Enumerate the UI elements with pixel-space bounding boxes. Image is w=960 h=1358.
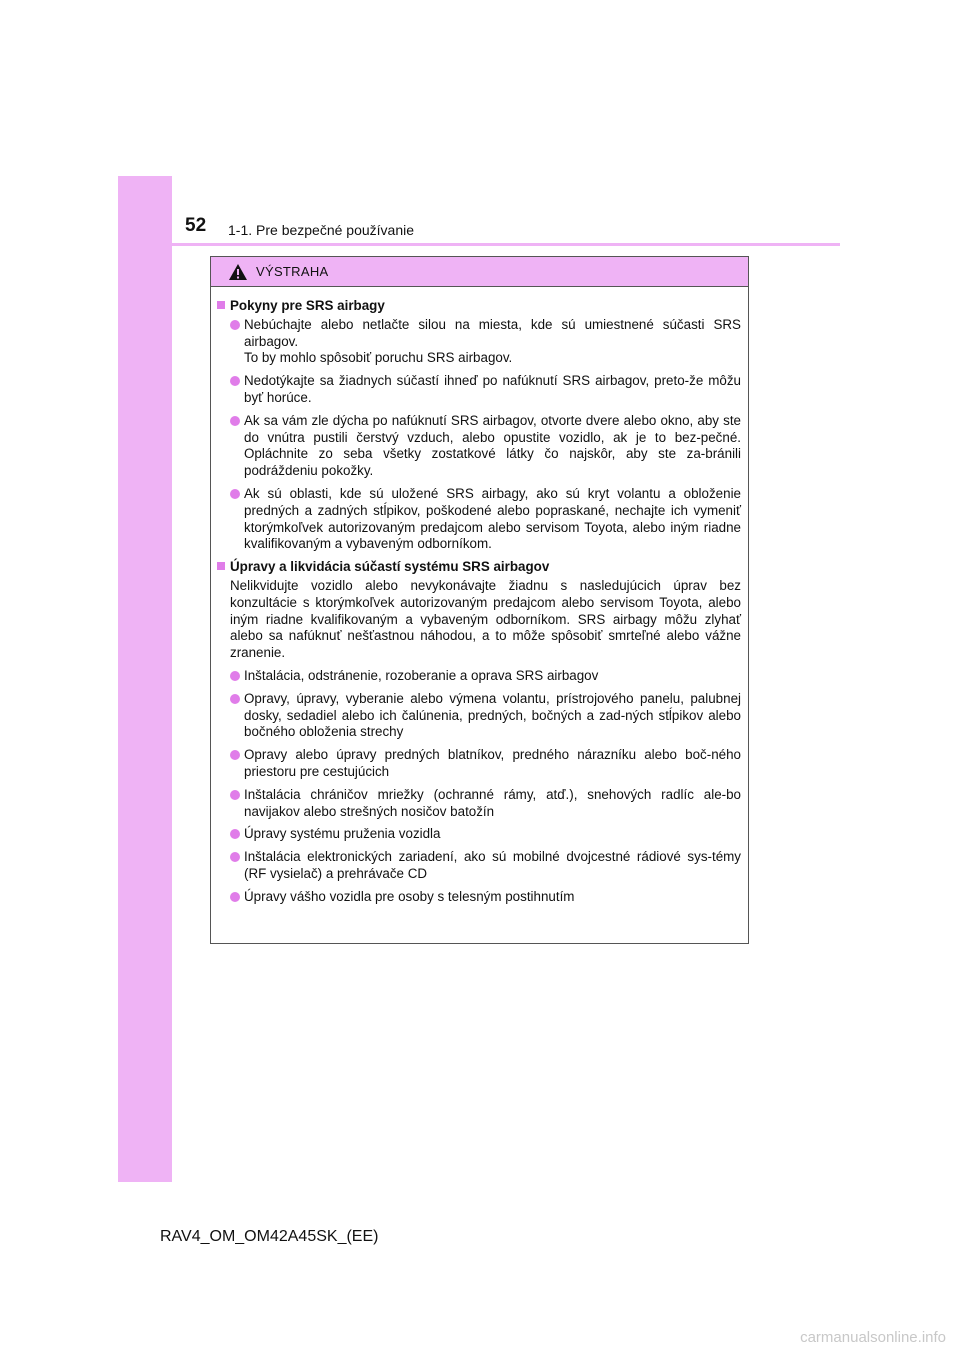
list-item-text: Nebúchajte alebo netlačte silou na miesta, kde sú umiestnené súčasti SRS airbagov. xyxy=(244,316,741,349)
circle-bullet-icon xyxy=(230,694,240,704)
list-item-text: Ak sa vám zle dýcha po nafúknutí SRS airbagov, otvorte dvere alebo okno, aby ste do vnútra pustili čerstvý vzduch, alebo opustite vozidlo, ak je to bez-pečné. Opláchnite zo seba všetky zostatkové látky čo najskôr, aby ste za-bránili podráždeniu pokožky. xyxy=(244,412,741,479)
list-item-text: Inštalácia elektronických zariadení, ako sú mobilné dvojcestné rádiové sys-témy (RF vysielač) a prehrávače CD xyxy=(244,849,741,881)
document-code: RAV4_OM_OM42A45SK_(EE) xyxy=(160,1228,379,1245)
list-item-text: Opravy alebo úpravy predných blatníkov, predného nárazníku alebo boč-ného priestoru pre cestujúcich xyxy=(244,747,741,779)
list-item xyxy=(217,787,741,821)
warning-title: VÝSTRAHA xyxy=(256,264,329,279)
list-item xyxy=(217,889,741,906)
page-number: 52 xyxy=(185,215,207,236)
list-item-text: Úpravy vášho vozidla pre osoby s telesným postihnutím xyxy=(244,888,575,904)
circle-bullet-icon xyxy=(230,790,240,800)
section-heading-text: Pokyny pre SRS airbagy xyxy=(230,298,385,313)
circle-bullet-icon xyxy=(230,852,240,862)
circle-bullet-icon xyxy=(230,416,240,426)
list-item-text: Ak sú oblasti, kde sú uložené SRS airbagy, ako sú kryt volantu a obloženie predných a zadných stĺpikov, poškodené alebo popraskané, nechajte ich vymeniť ktorýmkoľvek autorizovaným predajcom alebo servisom Toyota, alebo iným riadne kvalifikovaným a vybaveným odborníkom. xyxy=(244,485,741,552)
list-item xyxy=(217,373,741,407)
list-item xyxy=(217,413,741,480)
list-item-text: Opravy, úpravy, vyberanie alebo výmena volantu, prístrojového panelu, palubnej dosky, sedadiel alebo ich čalúnenia, predných, bočných a zad-ných stĺpikov alebo bočného obloženia strechy xyxy=(244,690,741,740)
list-item-text: Inštalácia, odstránenie, rozoberanie a oprava SRS airbagov xyxy=(244,667,599,683)
list-item xyxy=(217,849,741,883)
section-srs-instructions xyxy=(217,298,741,553)
list-item-text: Nedotýkajte sa žiadnych súčastí ihneď po nafúknutí SRS airbagov, preto-že môžu byť horúce. xyxy=(244,373,741,405)
list-item-note: To by mohlo spôsobiť poruchu SRS airbagov. xyxy=(244,350,513,366)
section-intro: Nelikvidujte vozidlo alebo nevykonávajte žiadnu s nasledujúcich úprav bez konzultácie s ktorýmkoľvek autorizovaným predajcom alebo servisom Toyota, alebo iným riadne kvalifikovaným a vybaveným odborníkom. SRS airbagy môžu zlyhať alebo sa nafúknuť nešťastnou náhodou, a to môže spôsobiť smrteľné alebo vážne zranenie. xyxy=(230,577,741,661)
list-item-text: Inštalácia chráničov mriežky (ochranné rámy, atď.), snehových radlíc ale-bo navijakov alebo strešných nosičov batožín xyxy=(244,786,741,819)
side-color-band xyxy=(118,176,172,1182)
section-heading xyxy=(217,298,741,315)
list-item xyxy=(217,486,741,553)
warning-header xyxy=(211,257,748,287)
circle-bullet-icon xyxy=(230,671,240,681)
warning-triangle-icon xyxy=(228,263,248,281)
list-item-text: Úpravy systému pruženia vozidla xyxy=(244,826,441,842)
square-bullet-icon xyxy=(217,562,225,570)
section-modifications xyxy=(217,559,741,905)
list-item xyxy=(217,826,741,843)
section-heading xyxy=(217,559,741,576)
circle-bullet-icon xyxy=(230,750,240,760)
section-heading-text: Úpravy a likvidácia súčastí systému SRS airbagov xyxy=(230,559,550,575)
square-bullet-icon xyxy=(217,301,225,309)
circle-bullet-icon xyxy=(230,829,240,839)
header-rule xyxy=(172,243,840,246)
list-item xyxy=(217,747,741,781)
watermark: carmanualsonline.info xyxy=(800,1329,946,1346)
list-item xyxy=(217,691,741,741)
list-item xyxy=(217,668,741,685)
warning-box xyxy=(210,256,749,944)
circle-bullet-icon xyxy=(230,320,240,330)
section-title: 1-1. Pre bezpečné používanie xyxy=(228,222,415,238)
circle-bullet-icon xyxy=(230,376,240,386)
list-item xyxy=(217,317,741,367)
circle-bullet-icon xyxy=(230,489,240,499)
circle-bullet-icon xyxy=(230,892,240,902)
warning-body xyxy=(211,287,748,906)
